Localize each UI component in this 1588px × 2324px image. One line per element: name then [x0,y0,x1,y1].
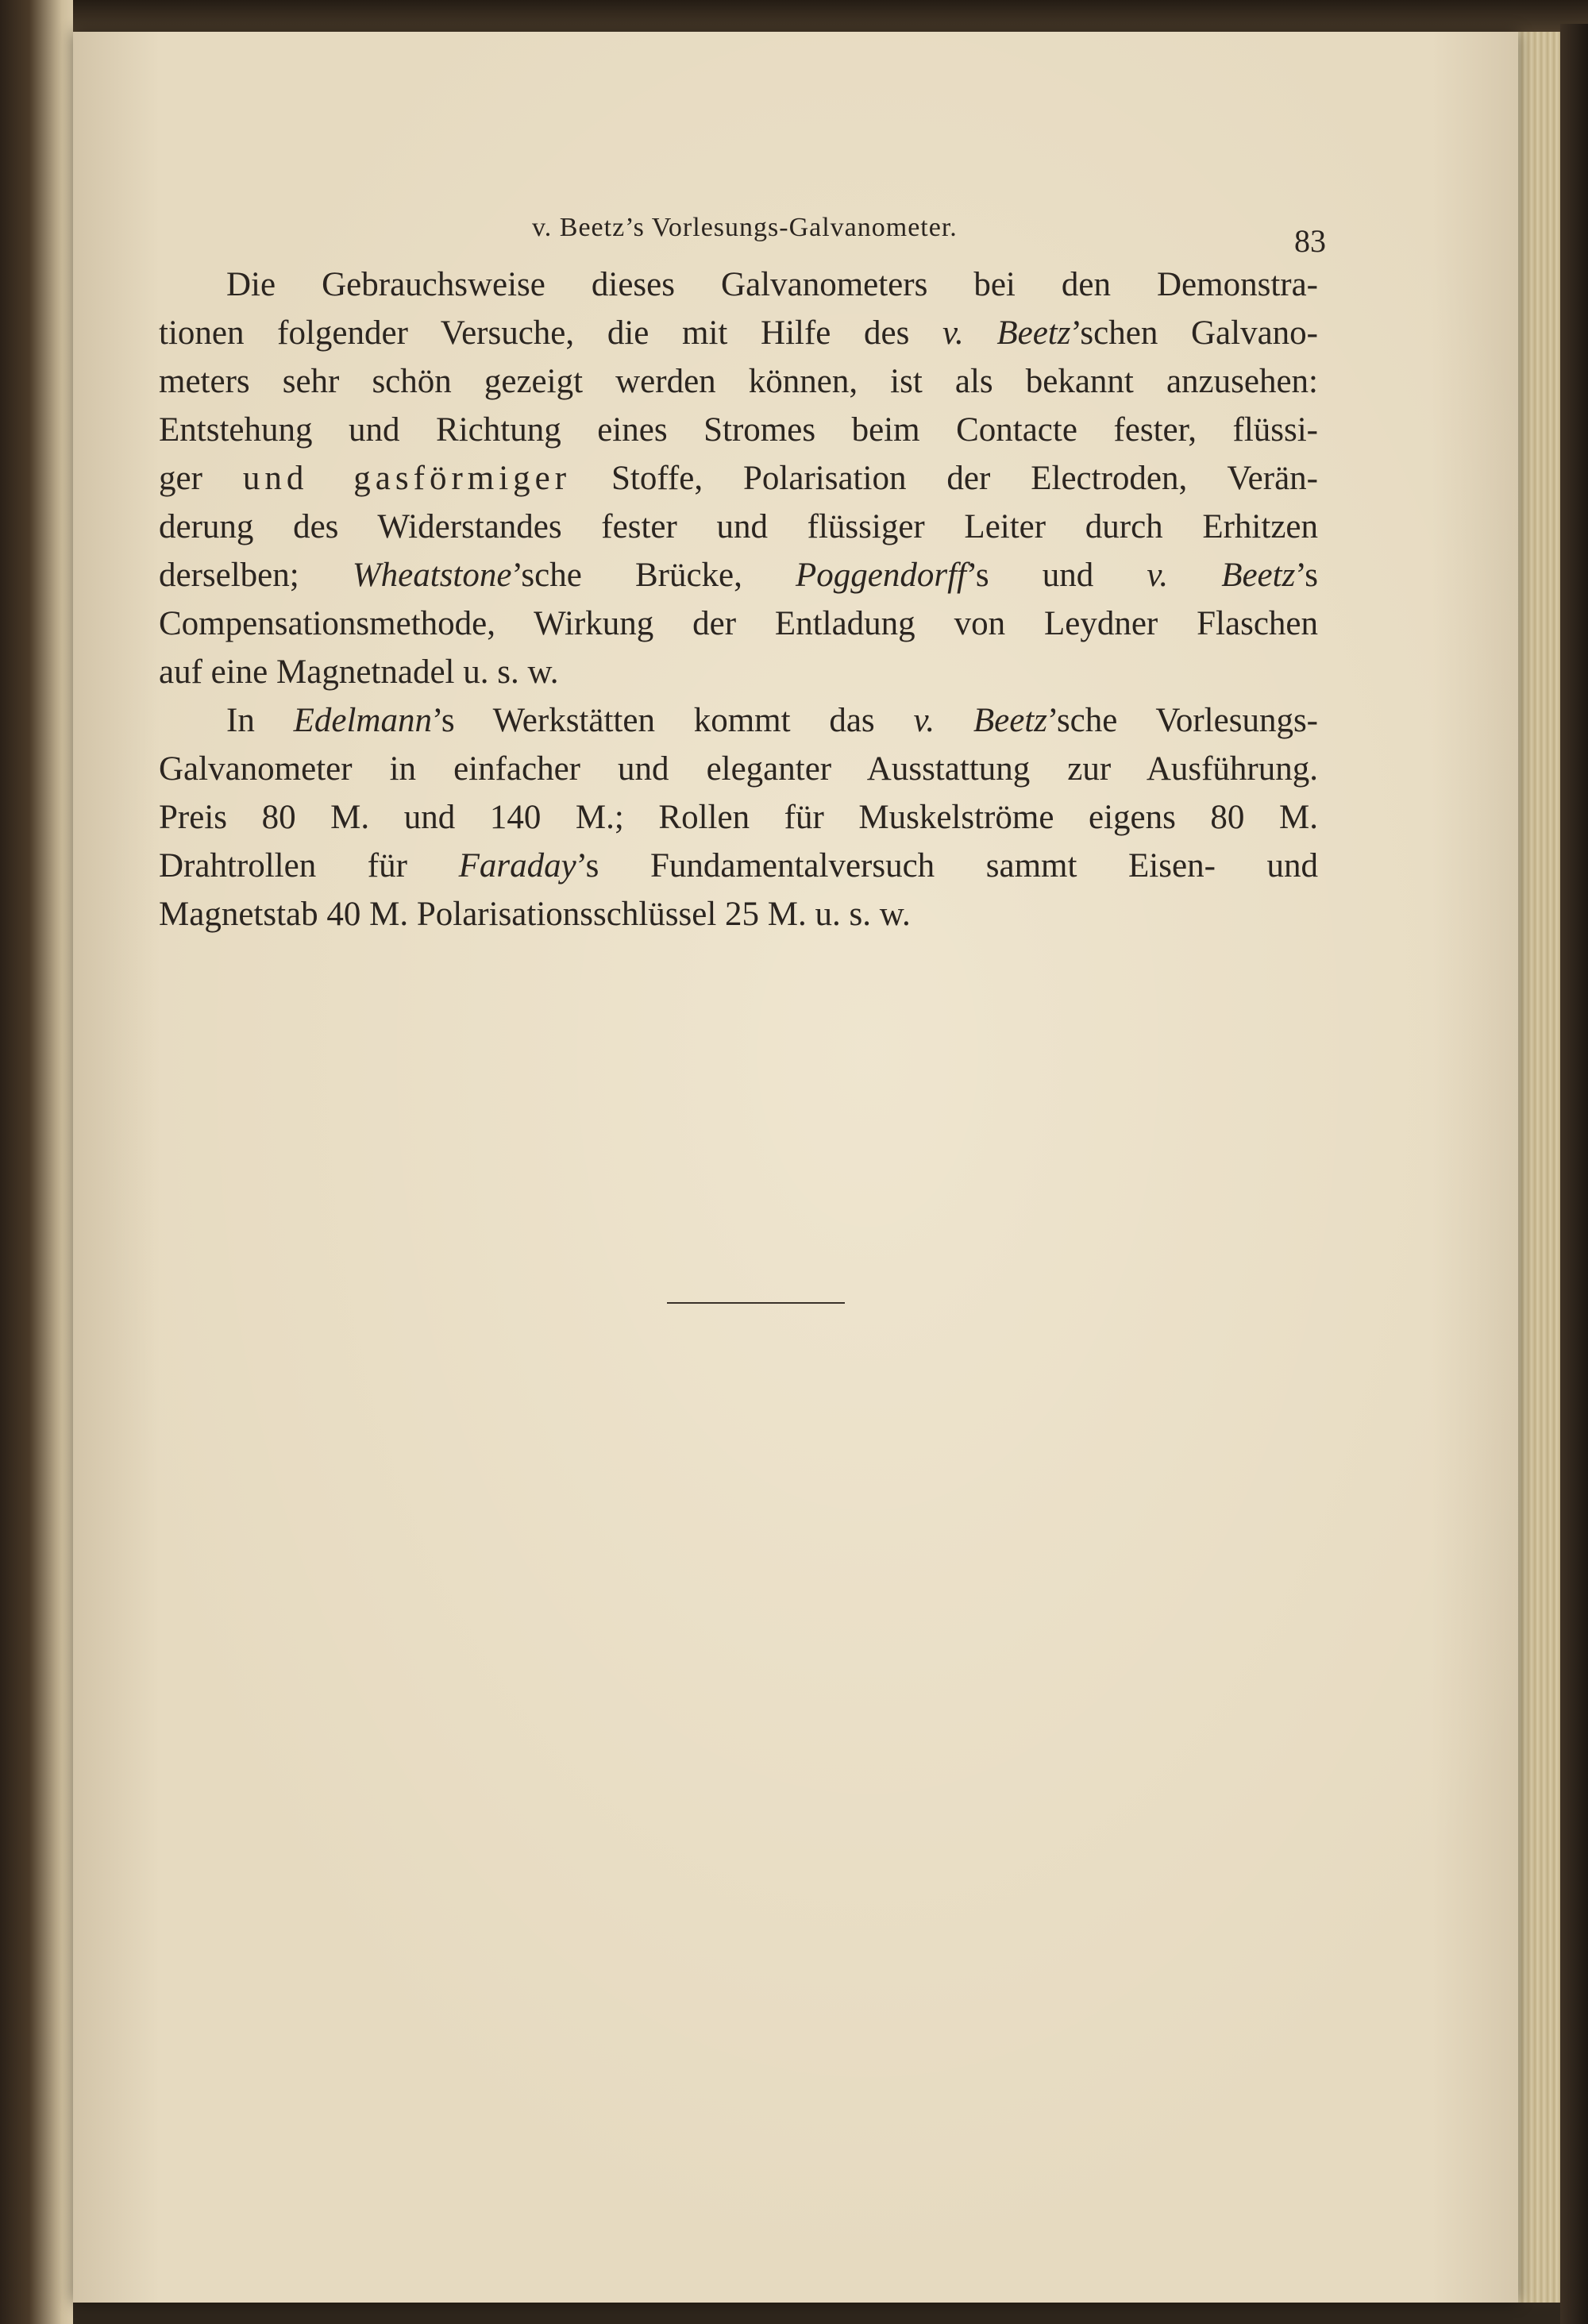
paragraph-1 [159,260,1318,696]
name-edelmann: Edelmann [293,702,432,739]
running-title: v. Beetz’s Vorlesungs-Galvanometer. [532,213,958,242]
name-poggendorff: Poggendorff [796,557,966,594]
text-line: Magnetstab 40 M. Polarisationsschlüssel 25 M. u. s. w. [159,896,911,933]
running-head [159,191,1326,259]
text-line: Die Gebrauchsweise dieses Galvanometers bei den Demonstra- [226,266,1318,303]
name-beetz: v. Beetz [942,314,1071,352]
text-line: Drahtrollen für Faraday’s Fundamentalversuch sammt Eisen- und [159,847,1319,885]
page-number: 83 [1294,223,1326,259]
text-block [159,191,1326,938]
book-binding [0,0,73,2324]
text-line: tionen folgender Versuche, die mit Hilfe des v. Beetz’schen Galvano- [159,314,1318,352]
text-line: Compensationsmethode, Wirkung der Entladung von Leydner Flaschen [159,605,1318,642]
spaced-emphasis: und gasförmiger [242,460,572,497]
text-line: ger und gasförmiger Stoffe, Polarisation der Electroden, Verän- [159,460,1318,497]
section-rule [667,1302,845,1304]
name-faraday: Faraday [458,847,576,885]
name-beetz: v. Beetz [913,702,1047,739]
paragraph-2 [159,696,1318,938]
text-line: meters sehr schön gezeigt werden können, ist als bekannt anzusehen: [159,363,1318,400]
text-line: Galvanometer in einfacher und eleganter Ausstattung zur Ausführung. [159,750,1318,788]
text-line: In Edelmann’s Werkstätten kommt das v. Beetz’sche Vorlesungs- [226,702,1319,739]
cover-edge [1560,24,1588,2324]
name-wheatstone: Wheatstone [352,557,512,594]
text-line: derung des Widerstandes fester und flüssiger Leiter durch Erhitzen [159,508,1318,545]
text-line: Entstehung und Richtung eines Stromes beim Contacte fester, flüssi- [159,411,1318,449]
top-shadow [73,0,1588,32]
text-line: derselben; Wheatstone’sche Brücke, Poggendorff’s und v. Beetz’s [159,557,1318,594]
text-line: auf eine Magnetnadel u. s. w. [159,653,559,691]
name-beetz: v. Beetz [1147,557,1296,594]
text-line: Preis 80 M. und 140 M.; Rollen für Muskelströme eigens 80 M. [159,799,1318,836]
